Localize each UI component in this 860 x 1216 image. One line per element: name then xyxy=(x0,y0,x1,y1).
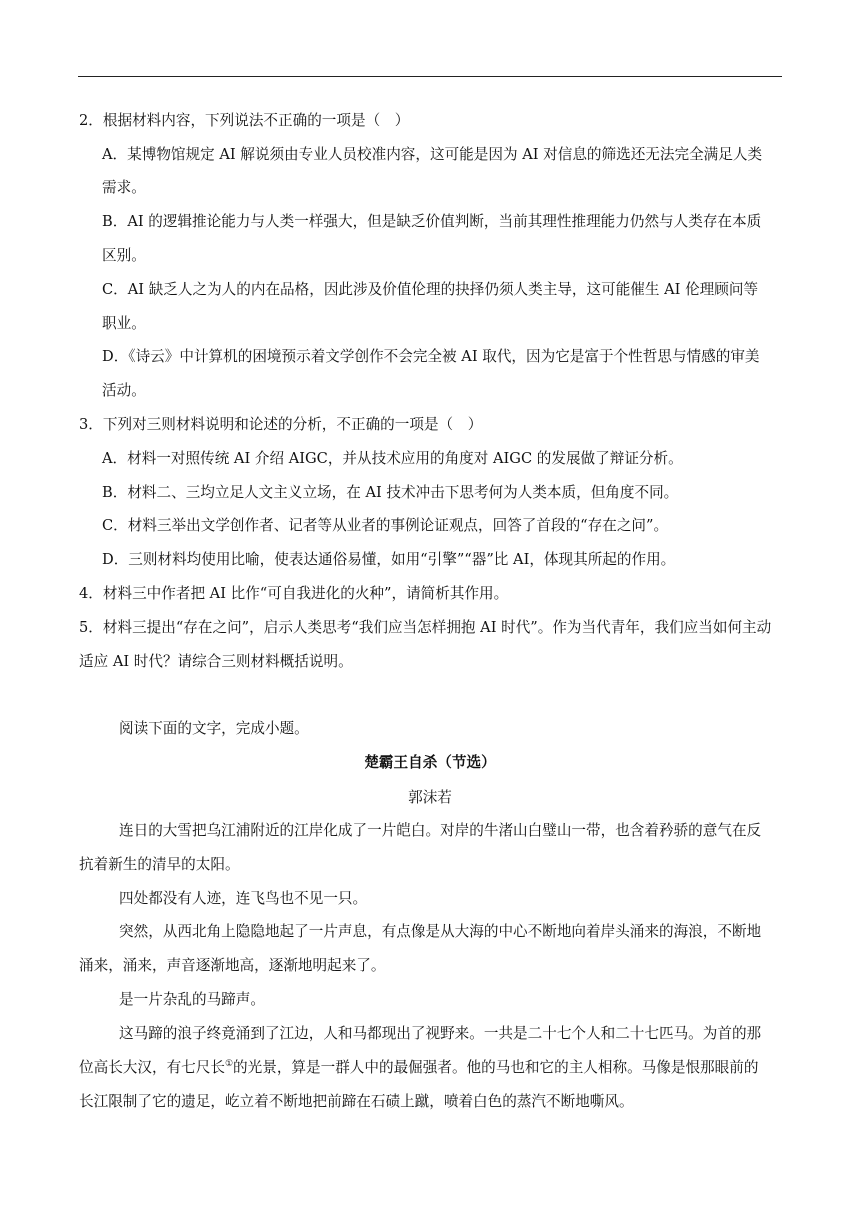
para-5-line-2-b: 的光景，算是一群人中的最倔强者。他的马也和它的主人相称。马像是恨那眼前的 xyxy=(233,1059,759,1076)
q3-option-b: B．材料二、三均立足人文主义立场，在 AI 技术冲击下思考何为人类本质，但角度不同。 xyxy=(102,484,679,501)
q2-option-b-cont: 区别。 xyxy=(102,247,146,264)
para-3-line-1: 突然，从西北角上隐隐地起了一片声息，有点像是从大海的中心不断地向着岸头涌来的海浪，不断地 xyxy=(119,923,762,940)
question-5-line-2: 适应 AI 时代？请综合三则材料概括说明。 xyxy=(79,653,353,670)
footnote-marker: ① xyxy=(224,1059,234,1070)
passage-author: 郭沫若 xyxy=(408,789,452,806)
q3-option-c: C．材料三举出文学创作者、记者等从业者的事例论证观点，回答了首段的“存在之问”。 xyxy=(102,517,669,534)
q2-option-d-cont: 活动。 xyxy=(102,382,146,399)
para-5-line-2-a: 位高长大汉，有七尺长 xyxy=(79,1059,225,1076)
q2-option-a: A．某博物馆规定 AI 解说须由专业人员校准内容，这可能是因为 AI 对信息的筛选还无法完全满足人类 xyxy=(102,146,763,163)
question-2-stem: 2．根据材料内容，下列说法不正确的一项是（ ） xyxy=(79,112,410,129)
para-1-line-2: 抗着新生的清早的太阳。 xyxy=(79,856,240,873)
para-5-line-1: 这马蹄的浪子终竟涌到了江边，人和马都现出了视野来。一共是二十七个人和二十七匹马。为首的那 xyxy=(119,1025,762,1042)
q3-option-a: A．材料一对照传统 AI 介绍 AIGC，并从技术应用的角度对 AIGC 的发展做了辩证分析。 xyxy=(102,450,683,467)
q2-option-d: D．《诗云》中计算机的困境预示着文学创作不会完全被 AI 取代，因为它是富于个性哲思与情感的审美 xyxy=(102,348,760,365)
q2-option-b: B．AI 的逻辑推论能力与人类一样强大，但是缺乏价值判断，当前其理性推理能力仍然与人类存在本质 xyxy=(102,213,762,230)
passage-title: 楚霸王自杀（节选） xyxy=(364,754,496,771)
q3-option-d: D．三则材料均使用比喻，使表达通俗易懂，如用“引擎”“器”比 AI，体现其所起的作用。 xyxy=(102,551,676,568)
q2-option-c-cont: 职业。 xyxy=(102,315,146,332)
para-5-line-3: 长江限制了它的遗足，屹立着不断地把前蹄在石碛上蹴，喷着白色的蒸汽不断地嘶风。 xyxy=(79,1093,634,1110)
q2-option-c: C．AI 缺乏人之为人的内在品格，因此涉及价值伦理的抉择仍须人类主导，这可能催生 AI 伦理顾问等 xyxy=(102,281,759,298)
reading-intro: 阅读下面的文字，完成小题。 xyxy=(119,720,309,737)
question-4: 4．材料三中作者把 AI 比作“可自我进化的火种”，请简析其作用。 xyxy=(79,585,509,602)
para-2: 四处都没有人迹，连飞鸟也不见一只。 xyxy=(119,890,368,907)
para-1-line-1: 连日的大雪把乌江浦附近的江岸化成了一片皑白。对岸的牛渚山白璧山一带，也含着矜骄的意气在反 xyxy=(119,822,762,839)
header-rule xyxy=(78,76,782,77)
para-5-line-2 xyxy=(79,1058,758,1078)
para-3-line-2: 涌来，涌来，声音逐渐地高，逐渐地明起来了。 xyxy=(79,957,386,974)
para-4: 是一片杂乱的马蹄声。 xyxy=(119,991,265,1008)
question-3-stem: 3．下列对三则材料说明和论述的分析，不正确的一项是（ ） xyxy=(79,416,483,433)
question-5-line-1: 5．材料三提出“存在之问”，启示人类思考“我们应当怎样拥抱 AI 时代”。作为当代青年，我们应当如何主动 xyxy=(79,619,772,636)
q2-option-a-cont: 需求。 xyxy=(102,179,146,196)
